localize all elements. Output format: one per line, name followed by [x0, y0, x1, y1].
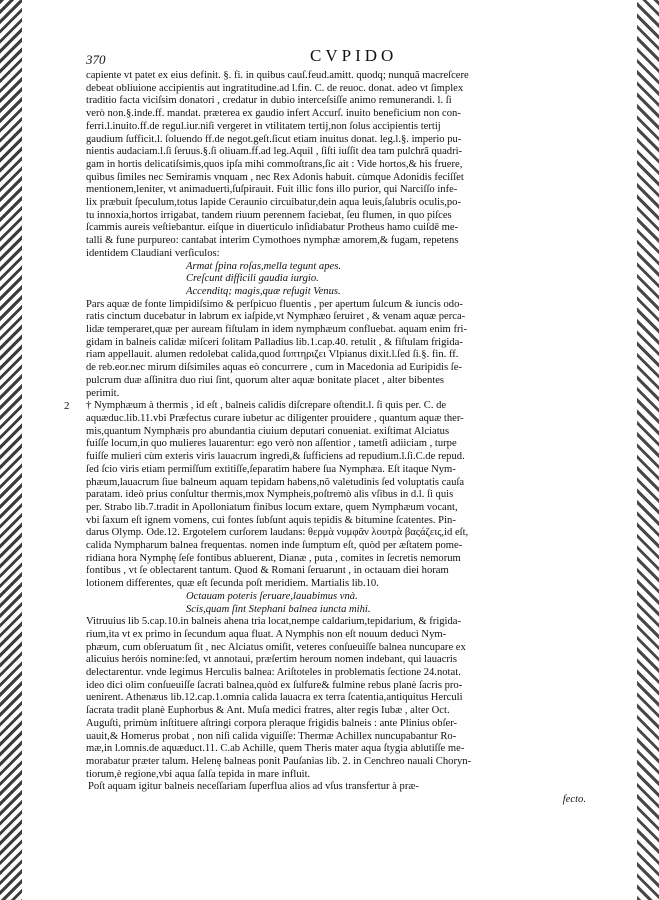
text-line: mentionem,leniter, vt animaduerti,ſuſpirauit. Fuit illic fons illo purior, qui Narciſſo infe- — [86, 184, 458, 196]
text-line: vbi ſaxum eſt ignem vomens, cui fontes ſubſunt aquis tepidis & bitumine ſcatentes. Pin- — [86, 514, 456, 526]
text-line: ridiana hora Nymphę ſeſe fontibus abluerent, Dianæ , puta , comites in ſecretis nemorum — [86, 552, 461, 564]
text-line: fontibus , vt ſe oblectarent tantum. Quod & Romani ſeruarunt , in octauam diei horam — [86, 565, 449, 577]
text-line: gaudium ſufficit.l. ſoluendo ff.de negot.geſt.ſicut etiam inuitus donat. leg.l.§. imperio pu- — [86, 133, 462, 145]
text-line: perimit. — [86, 387, 120, 399]
text-line: verò non.§.inde.ff. mandat. præterea ex gaudio infert Accurſ. inuito beneficium non con- — [86, 108, 461, 120]
text-line: darus Olymp. Ode.12. Ergotelem curſorem laudans: θερμὰ νυμφᾶν λουτρὰ βαςάζεις,id eſt, — [86, 527, 469, 539]
catchword: fecto. — [562, 794, 586, 806]
left-binding-edge — [0, 0, 22, 900]
paragraph-5 — [86, 781, 586, 794]
paragraph-2 — [86, 299, 586, 401]
text-line: Armat ſpina roſas,mella tegunt apes. — [186, 260, 341, 272]
text-line: Vitruuius lib 5.cap.10.in balneis ahena tria locat,nempe caldarium,tepidarium, & frigida- — [86, 616, 462, 628]
text-line: paratam. ideò prius conſultur thermis,mox Nympheis,poſtremò alis vſibus in d.l. ſi quis — [86, 489, 454, 501]
page-number: 370 — [86, 52, 106, 67]
text-line: calida Nympharum balnea frequentas. nomen inde ſumptum eſt, quòd per æſtatem pome- — [86, 540, 463, 552]
text-line: ſacrata tradit planè Euphorbus & Ant. Muſa medici fratres, alter regis Iubæ , alter Oct. — [86, 705, 450, 717]
text-line: mæ,in l.omnis.de aquæduct.11. C.ab Achille, quem Theris mater aqua ſtygia ablutiſſe me- — [86, 743, 465, 755]
text-line: tu innoxia,hortos irrigabat, tandem riuum perennem faciebat, ſeu flumen, in quo piſces — [86, 209, 452, 221]
text-line: ſcammis aureis veſtiebantur. eiſque in diuerticulo inſidiabatur Protheus hamo cuiſdē me- — [86, 222, 459, 234]
text-line: lix præbuit ſpeculum,totus lapide Ceraunio circuibatur,dein aqua leuis,ſalubris oculis,po- — [86, 197, 461, 209]
text-line: nientis audaciam.l.ſi ſeruus.§.ſi oliuam.ff.ad leg.Aquil , ſiſti iuſſit dea tam pulchrã quadri- — [86, 146, 463, 158]
marginal-number: 2 — [64, 400, 70, 413]
text-line: delectarentur. vnde legimus Herculis balnea: Ariſtoteles in problematis ſectione 24.notat. — [86, 667, 461, 679]
verse-claudian — [186, 261, 586, 299]
text-line: lidæ temperaret,quæ per auream fiſtulam in idem nymphæum confluebat. aquam enim fri- — [86, 324, 467, 336]
text-line: alicuius heróis nomine:ſed, vt annotaui, præſertim heroum nomen indebant, qui lauacris — [86, 654, 457, 666]
text-line: phæum,lauacrum ſiue balneum aquam tepidam habens,nõ valetudinis ſed voluptatis cauſa — [86, 476, 465, 488]
text-line: aquæduc.lib.11.vbi Præfectus curare iubetur ac diligenter prouidere , quantum aquæ ther- — [86, 412, 464, 424]
text-line: per. Strabo lib.7.tradit in Apolloniatum finibus locum extare, quem Nymphæum vocant, — [86, 501, 458, 513]
text-line: Auguſti, primùm inſtituere aſtringi corpora pleraque frigidis balneis : ante Plinius obſer- — [86, 717, 458, 729]
paragraph-4 — [86, 616, 586, 781]
text-line: fuiſſe mulieri cùm exteris viris lauacrum ingredi,& ſufficiens ad repudium.l.ſi.C.de repud. — [86, 451, 465, 463]
text-line: Octauam poteris ſeruare,lauabimus vnà. — [186, 590, 358, 602]
running-title: CVPIDO — [310, 46, 398, 65]
text-line: traditio facta viciſsim donatori , credatur in dubio interceſsiſſe animo remunerandi. l. ſi — [86, 95, 452, 107]
text-line: phæum, cum obſeruatum ſit , nec Alciatus omiſit, veteres conſueuiſſe balnea nuncupare ex — [86, 641, 466, 653]
paragraph-1 — [86, 70, 586, 261]
text-line: Poſt aquam igitur balneis neceſſariam ſuperflua alios ad vſus transfertur à præ- — [88, 781, 419, 793]
text-line: † Nymphæum à thermis , id eſt , balneis calidis diſcrepare oſtendit.l. ſi quis per. C. de — [86, 400, 447, 412]
text-line: pulcrum duæ aſſinitra duo riui ſint, quorum alter aquæ bonitate placet , alter bibentes — [86, 374, 445, 386]
page-body — [64, 70, 586, 807]
text-line: gidam in balneis calidæ miſceri ſolitam Palladius lib.1.cap.40. retulit , & fiſtulam frigida- — [86, 336, 463, 348]
text-line: mis,quantum Nymphæis pro abundantia ciuium deputari conueniat. exiſtimat Alciatus — [86, 425, 450, 437]
text-line: lotionem differentes, quæ eſt ſecunda poſt meridiem. Martialis lib.10. — [86, 578, 379, 590]
text-line: ideo dici olim conſueuiſſe ſacrati balnea,quòd ex ſulfure& fulmine rebus planè ſacris pro- — [86, 679, 463, 691]
text-line: identidem Claudiani verſiculos: — [86, 247, 220, 259]
text-line: de reb.eor.nec mirum diſsimiles aquas eò concurrere , cum in Macedonia ad Euripidis ſe- — [86, 362, 462, 374]
text-line: rium,ita vt ex primo in ſecundum aqua fluat. A Nymphis non eſt nouum deduci Nym- — [86, 628, 447, 640]
text-line: quibus ſimiles nec Semiramis vnquam , nec Rex Adonis habuit. cùmque Adonidis feciſſet — [86, 171, 464, 183]
verse-martial — [186, 591, 586, 616]
text-line: ratis cinctum ducebatur in labrum ex iaſpide,vt Nymphæo ſeruiret , & venam aquæ perca- — [86, 311, 466, 323]
text-line: tiorum,è regione,vbi aqua ſalſa tepida in mare influit. — [86, 768, 311, 780]
text-line: ferri.l.inuito.ff.de regul.iur.niſi vergeret in vtilitatem tertij,non ſolus accipientis tertij — [86, 120, 441, 132]
text-line: Pars aquæ de fonte limpidiſsimo & perſpicuo fluentis , per apertum ſulcum & iuncis odo- — [86, 298, 463, 310]
text-line: ſed ſcio viris etiam permiſſum extitiſſe,ſeparatim habere ſua Nymphæa. Eſt itaque Nym- — [86, 463, 456, 475]
paragraph-3-wrap — [64, 400, 586, 591]
text-line: Accenditq; magis,quæ refugit Venus. — [186, 285, 341, 297]
text-line: talli & fune purpureo: cantabat interim Cymothoes nymphæ amorem,& fugam, repetens — [86, 235, 459, 247]
text-line: capiente vt patet ex eius definit. §. fi. in quibus cauſ.feud.amitt. quodq; nunquã macreſcere — [86, 70, 469, 81]
text-line: uauit,& Homerus probat , non niſi calida viguiſſe: Thermæ Achillex nuncupabantur Ro- — [86, 730, 457, 742]
text-line: riam appellauit. alumen redolebat calida,quod ſυπτηριζει Vlpianus dixit.l.ſed ſi.§. fin. ff. — [86, 349, 459, 361]
text-line: gam in hortis delicatiſsimis,quos ipſa mihi commoſtrans,ſic ait : Vide hortos,& his fruere, — [86, 158, 463, 170]
paragraph-3 — [86, 400, 586, 591]
text-line: morabatur præter talum. Helenę balneas ponit Pauſanias lib. 2. in Cenchreo nauali Choryn- — [86, 755, 472, 767]
text-line: debeat obliuione accipientis aut ingratitudine.ad l.fin. C. de reuoc. donat. adeo vt ſimplex — [86, 82, 464, 94]
right-page-edge — [637, 0, 659, 900]
text-line: Creſcunt difficili gaudia iurgio. — [186, 273, 319, 285]
text-line: Scis,quam ſint Stephani balnea iuncta mihi. — [186, 603, 371, 615]
text-line: uenirent. Athenæus lib.12.cap.1.omnia calida lauacra ex terra ſcatentia,antiquitus Herculi — [86, 692, 463, 704]
text-line: fuiſſe locum,in quo mulieres lauarentur: ego verò non aſſentior , tametſi adiiciam , turpe — [86, 438, 457, 450]
